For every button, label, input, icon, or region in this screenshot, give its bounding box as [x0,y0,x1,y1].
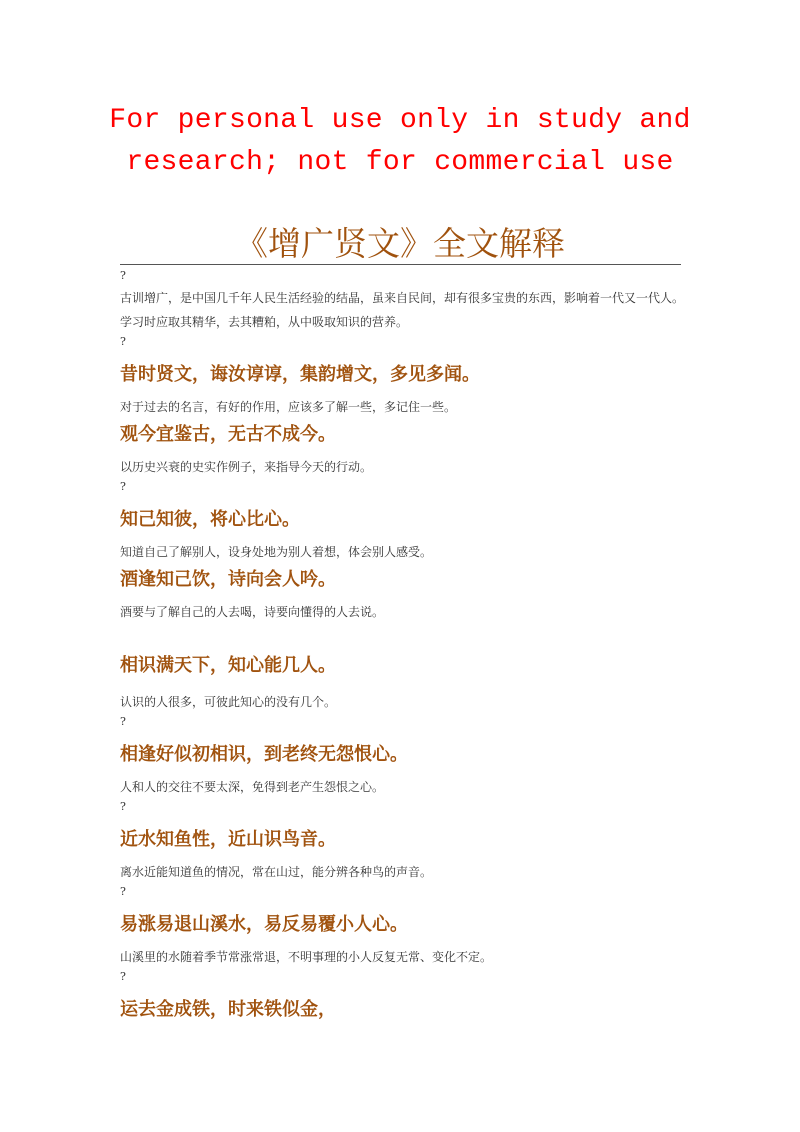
title-underline [120,264,681,265]
document-title: 《增广贤文》全文解释 [235,224,565,263]
verse-heading: 酒逢知己饮，诗向会人吟。 [120,569,336,590]
verse-heading: 观今宜鉴古，无古不成今。 [120,424,336,445]
verse-heading: 昔时贤文，诲汝谆谆，集韵增文，多见多闻。 [120,364,480,385]
placeholder-mark: ? [120,715,126,728]
verse-explanation: 酒要与了解自己的人去喝，诗要向懂得的人去说。 [120,605,385,619]
verse-explanation: 人和人的交往不要太深，免得到老产生怨恨之心。 [120,780,385,794]
watermark-line-2: research; not for commercial use [126,147,674,178]
verse-explanation: 以历史兴衰的史实作例子，来指导今天的行动。 [120,460,373,474]
verse-heading: 相识满天下，知心能几人。 [120,655,336,676]
intro-paragraph: 古训增广，是中国几千年人民生活经验的结晶，虽来自民间，却有很多宝贵的东西，影响着一代又一代人。学习时应取其精华，去其糟粕，从中吸取知识的营养。 [120,291,685,329]
placeholder-mark: ? [120,800,126,813]
verse-explanation: 对于过去的名言，有好的作用，应该多了解一些，多记住一些。 [120,400,457,414]
placeholder-mark: ? [120,885,126,898]
verse-heading: 易涨易退山溪水，易反易覆小人心。 [120,914,408,935]
verse-explanation: 知道自己了解别人，设身处地为别人着想，体会别人感受。 [120,545,433,559]
watermark-notice [0,100,800,184]
verse-heading: 知己知彼，将心比心。 [120,509,300,530]
verse-heading: 运去金成铁，时来铁似金， [120,999,336,1020]
verse-explanation: 山溪里的水随着季节常涨常退，不明事理的小人反复无常、变化不定。 [120,950,493,964]
verse-heading: 相逢好似初相识，到老终无怨恨心。 [120,744,408,765]
placeholder-mark: ? [120,970,126,983]
placeholder-mark: ? [120,269,126,282]
document-body [120,268,690,1024]
placeholder-mark: ? [120,480,126,493]
verse-explanation: 离水近能知道鱼的情况，常在山过，能分辨各种鸟的声音。 [120,865,433,879]
placeholder-mark: ? [120,335,126,348]
verse-heading: 近水知鱼性，近山识鸟音。 [120,829,336,850]
verse-explanation: 认识的人很多，可彼此知心的没有几个。 [120,695,337,709]
watermark-line-1: For personal use only in study and [109,105,691,136]
